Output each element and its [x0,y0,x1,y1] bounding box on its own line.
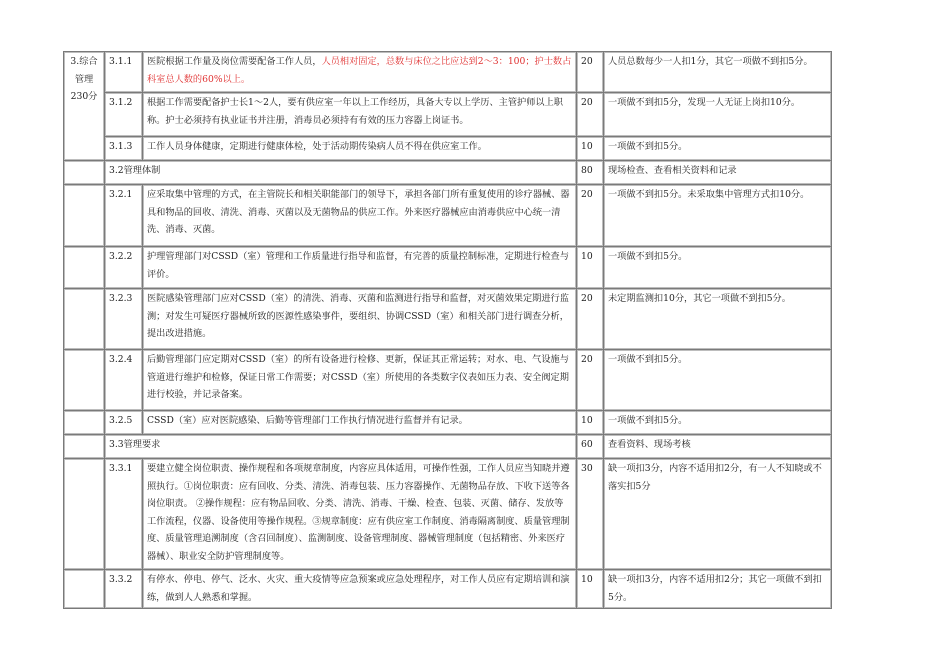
blank-cell [63,184,104,246]
table-row [63,136,832,160]
item-code: 3.2.5 [104,410,142,434]
highlighted-requirement: 人员相对固定，总数与床位之比应达到2～3：100；护士数占科室总人数的60%以上。 [147,56,572,85]
item-scoring-rule: 一项做不到扣5分。 [603,349,832,410]
item-content: 应采取集中管理的方式，在主管院长和相关职能部门的领导下，承担各部门所有重复使用的诊疗器械、器具和物品的回收、清洗、消毒、灭菌以及无菌物品的供应工作。外来医疗器械应由消毒供应中心统一清洗、消毒、灭菌。 [142,184,576,246]
item-score: 10 [576,246,603,288]
item-score: 30 [576,458,603,569]
blank-cell [63,160,104,184]
item-code: 3.3.1 [104,458,142,569]
section-method: 现场检查、查看相关资料和记录 [603,160,832,184]
section-score: 80 [576,160,603,184]
item-code: 3.1.2 [104,92,142,136]
blank-cell [63,410,104,434]
item-content: 有停水、停电、停气、泛水、火灾、重大疫情等应急预案或应急处理程序，对工作人员应有定期培训和演练，做到人人熟悉和掌握。 [142,569,576,609]
item-content: CSSD（室）应对医院感染、后勤等管理部门工作执行情况进行监督并有记录。 [142,410,576,434]
category-line-1: 3.综合 [70,56,98,67]
item-score: 20 [576,51,603,92]
item-code: 3.1.1 [104,51,142,92]
item-content: 要建立健全岗位职责、操作规程和各项规章制度，内容应具体适用，可操作性强，工作人员应当知晓并遵照执行。①岗位职责：应有回收、分类、清洗、消毒包装、压力容器操作、无菌物品存放、下收下送等各岗位职责。 ②操作规程：应有物品回收、分类、清洗、消毒、干燥、检查、包装、灭菌、储存、发放等工作流程，仪器、设备使用等操作规程。③规章制度：应有供应室工作制度、消毒隔离制度、质量管理制度、质量管理追溯制度（含召回制度）、监测制度、设备管理制度、器械管理制度（包括精密、外来医疗器械）、职业安全防护管理制度等。 [142,458,576,569]
item-code: 3.2.3 [104,288,142,349]
item-scoring-rule: 缺一项扣3分，内容不适用扣2分；其它一项做不到扣5分。 [603,569,832,609]
section-score: 60 [576,434,603,458]
blank-cell [63,349,104,410]
blank-cell [63,288,104,349]
table-row [63,92,832,136]
blank-cell [63,246,104,288]
standards-table [63,51,832,609]
item-code: 3.2.4 [104,349,142,410]
item-score: 20 [576,92,603,136]
table-row [63,410,832,434]
blank-cell [63,434,104,458]
table-row [63,51,832,92]
item-score: 20 [576,184,603,246]
item-code: 3.3.2 [104,569,142,609]
section-row [63,160,832,184]
section-title: 3.3管理要求 [104,434,576,458]
item-scoring-rule: 一项做不到扣5分。未采取集中管理方式扣10分。 [603,184,832,246]
item-code: 3.1.3 [104,136,142,160]
table-row [63,246,832,288]
item-code: 3.2.1 [104,184,142,246]
table-row [63,569,832,609]
item-content: 后勤管理部门应定期对CSSD（室）的所有设备进行检修、更新，保证其正常运转；对水、电、气设施与管道进行维护和检修，保证日常工作需要；对CSSD（室）所使用的各类数字仪表如压力表、安全阀定期进行校验，并记录备案。 [142,349,576,410]
category-line-2: 管理 [74,73,94,85]
item-scoring-rule: 一项做不到扣5分。 [603,410,832,434]
category-line-3: 230分 [70,91,98,102]
item-scoring-rule: 缺一项扣3分，内容不适用扣2分，有一人不知晓或不落实扣5分 [603,458,832,569]
table-row [63,184,832,246]
item-content: 根据工作需要配备护士长1～2人，要有供应室一年以上工作经历，具备大专以上学历、主管护师以上职称。护士必须持有执业证书并注册，消毒员必须持有有效的压力容器上岗证书。 [142,92,576,136]
item-content [142,51,576,92]
item-code: 3.2.2 [104,246,142,288]
item-content: 护理管理部门对CSSD（室）管理和工作质量进行指导和监督，有完善的质量控制标准，定期进行检查与评价。 [142,246,576,288]
item-scoring-rule: 未定期监测扣10分，其它一项做不到扣5分。 [603,288,832,349]
table-row [63,288,832,349]
item-scoring-rule: 一项做不到扣5分。 [603,136,832,160]
section-row [63,434,832,458]
item-content: 工作人员身体健康，定期进行健康体检，处于活动期传染病人员不得在供应室工作。 [142,136,576,160]
blank-cell [63,458,104,569]
item-score: 20 [576,349,603,410]
item-scoring-rule: 人员总数每少一人扣1分，其它一项做不到扣5分。 [603,51,832,92]
item-content: 医院感染管理部门应对CSSD（室）的清洗、消毒、灭菌和监测进行指导和监督，对灭菌效果定期进行监测；对发生可疑医疗器械所致的医源性感染事件，要组织、协调CSSD（室）和相关部门进行调查分析，提出改进措施。 [142,288,576,349]
item-score: 10 [576,136,603,160]
item-scoring-rule: 一项做不到扣5分，发现一人无证上岗扣10分。 [603,92,832,136]
section-title: 3.2管理体制 [104,160,576,184]
item-score: 10 [576,410,603,434]
table-row [63,349,832,410]
item-text: 医院根据工作量及岗位需要配备工作人员， [147,56,322,67]
section-method: 查看资料、现场考核 [603,434,832,458]
item-score: 10 [576,569,603,609]
item-score: 20 [576,288,603,349]
category-cell [63,51,104,160]
table-row [63,458,832,569]
blank-cell [63,569,104,609]
item-scoring-rule: 一项做不到扣5分。 [603,246,832,288]
